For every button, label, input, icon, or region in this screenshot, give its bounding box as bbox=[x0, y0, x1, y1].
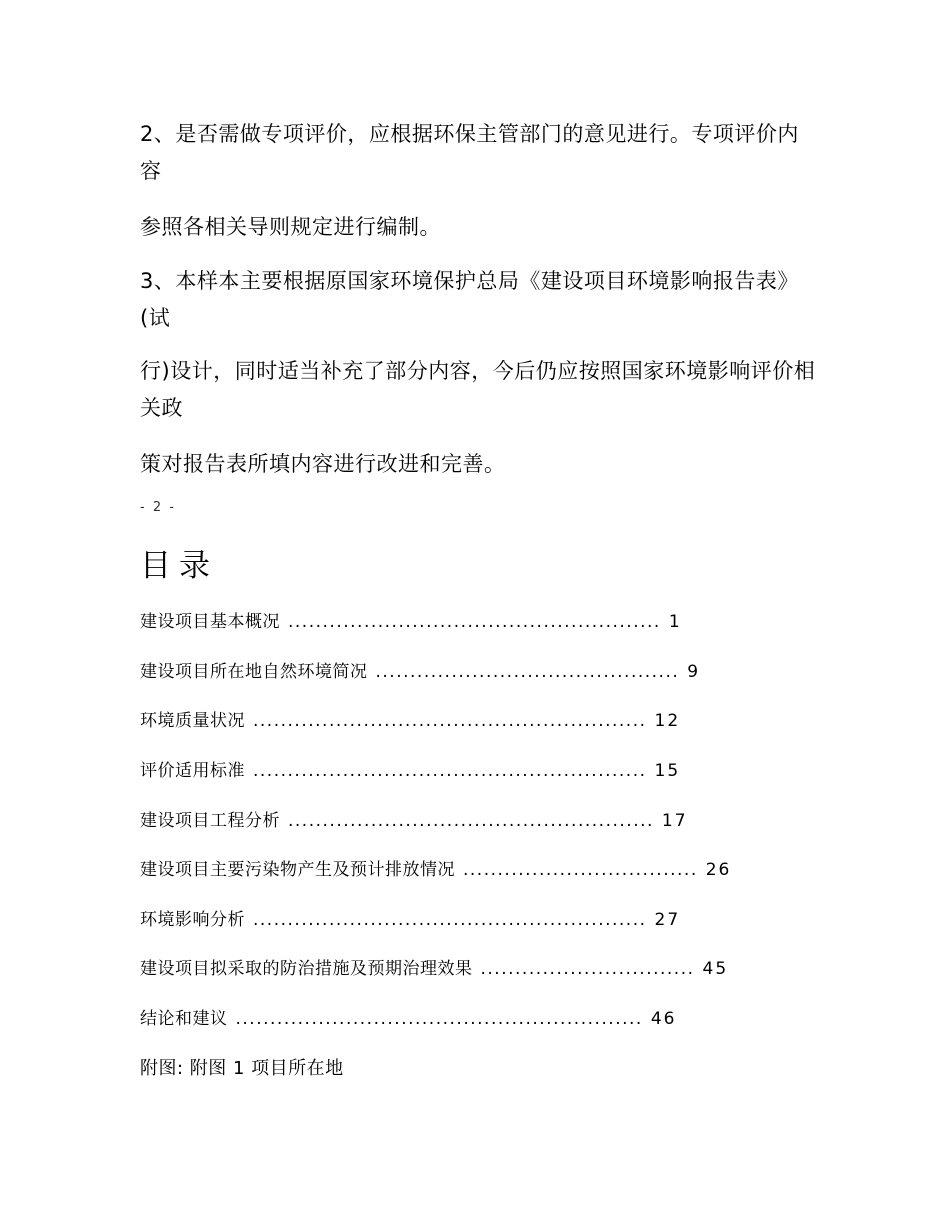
toc-entry[interactable] bbox=[140, 957, 728, 981]
toc-entry-label: 建设项目工程分析 bbox=[140, 811, 280, 831]
toc-entry-page: 15 bbox=[654, 761, 681, 781]
toc-entry[interactable] bbox=[140, 610, 682, 634]
toc-entry[interactable] bbox=[140, 1007, 676, 1031]
toc-entry-leader: ..................................................... bbox=[288, 811, 654, 831]
toc-entry-page: 9 bbox=[687, 662, 701, 682]
note-paragraph-2: 2、是否需做专项评价，应根据环保主管部门的意见进行。专项评价内容 bbox=[140, 122, 799, 183]
toc-entry-page: 26 bbox=[705, 860, 732, 880]
toc-entry-leader: ............................... bbox=[480, 959, 695, 979]
note-paragraph-3: 3、本样本主要根据原国家环境保护总局《建设项目环境影响报告表》(试 bbox=[140, 269, 799, 330]
toc-title: 目录 bbox=[140, 548, 218, 584]
toc-entry-leader: ...................................................... bbox=[288, 612, 661, 632]
note-paragraph-2-cont: 参照各相关导则规定进行编制。 bbox=[140, 215, 441, 239]
toc-entry-label: 环境质量状况 bbox=[140, 711, 245, 731]
toc-entry[interactable] bbox=[140, 809, 688, 833]
toc-entry[interactable] bbox=[140, 660, 700, 684]
toc-entry-label: 结论和建议 bbox=[140, 1009, 228, 1029]
toc-entry-leader: ......................................................... bbox=[253, 910, 647, 930]
toc-entry-leader: .................................. bbox=[463, 860, 698, 880]
toc-entry-page: 46 bbox=[650, 1009, 677, 1029]
toc-entry-label: 建设项目主要污染物产生及预计排放情况 bbox=[140, 860, 455, 880]
toc-entry-leader: ........................................................... bbox=[235, 1009, 643, 1029]
appendix-line: 附图: 附图 1 项目所在地 bbox=[140, 1058, 344, 1079]
toc-entry-label: 环境影响分析 bbox=[140, 910, 245, 930]
toc-entry[interactable] bbox=[140, 858, 731, 882]
note-paragraph-3-end: 策对报告表所填内容进行改进和完善。 bbox=[140, 452, 506, 476]
toc-entry-page: 1 bbox=[668, 612, 682, 632]
note-paragraph-3-cont: 行)设计，同时适当补充了部分内容，今后仍应按照国家环境影响评价相关政 bbox=[140, 359, 816, 420]
toc-entry-label: 建设项目所在地自然环境简况 bbox=[140, 662, 368, 682]
toc-entry-leader: ......................................................... bbox=[253, 761, 647, 781]
toc-entry[interactable] bbox=[140, 709, 680, 733]
toc-entry-page: 17 bbox=[661, 811, 688, 831]
toc-entry-leader: ............................................ bbox=[375, 662, 680, 682]
toc-entry-page: 45 bbox=[702, 959, 729, 979]
toc-entry-page: 12 bbox=[654, 711, 681, 731]
toc-entry-label: 评价适用标准 bbox=[140, 761, 245, 781]
toc-entry-page: 27 bbox=[654, 910, 681, 930]
page-number: - 2 - bbox=[140, 500, 176, 515]
toc-entry[interactable] bbox=[140, 759, 680, 783]
toc-entry[interactable] bbox=[140, 908, 680, 932]
toc-entry-label: 建设项目基本概况 bbox=[140, 612, 280, 632]
toc-entry-label: 建设项目拟采取的防治措施及预期治理效果 bbox=[140, 959, 473, 979]
toc-entry-leader: ......................................................... bbox=[253, 711, 647, 731]
